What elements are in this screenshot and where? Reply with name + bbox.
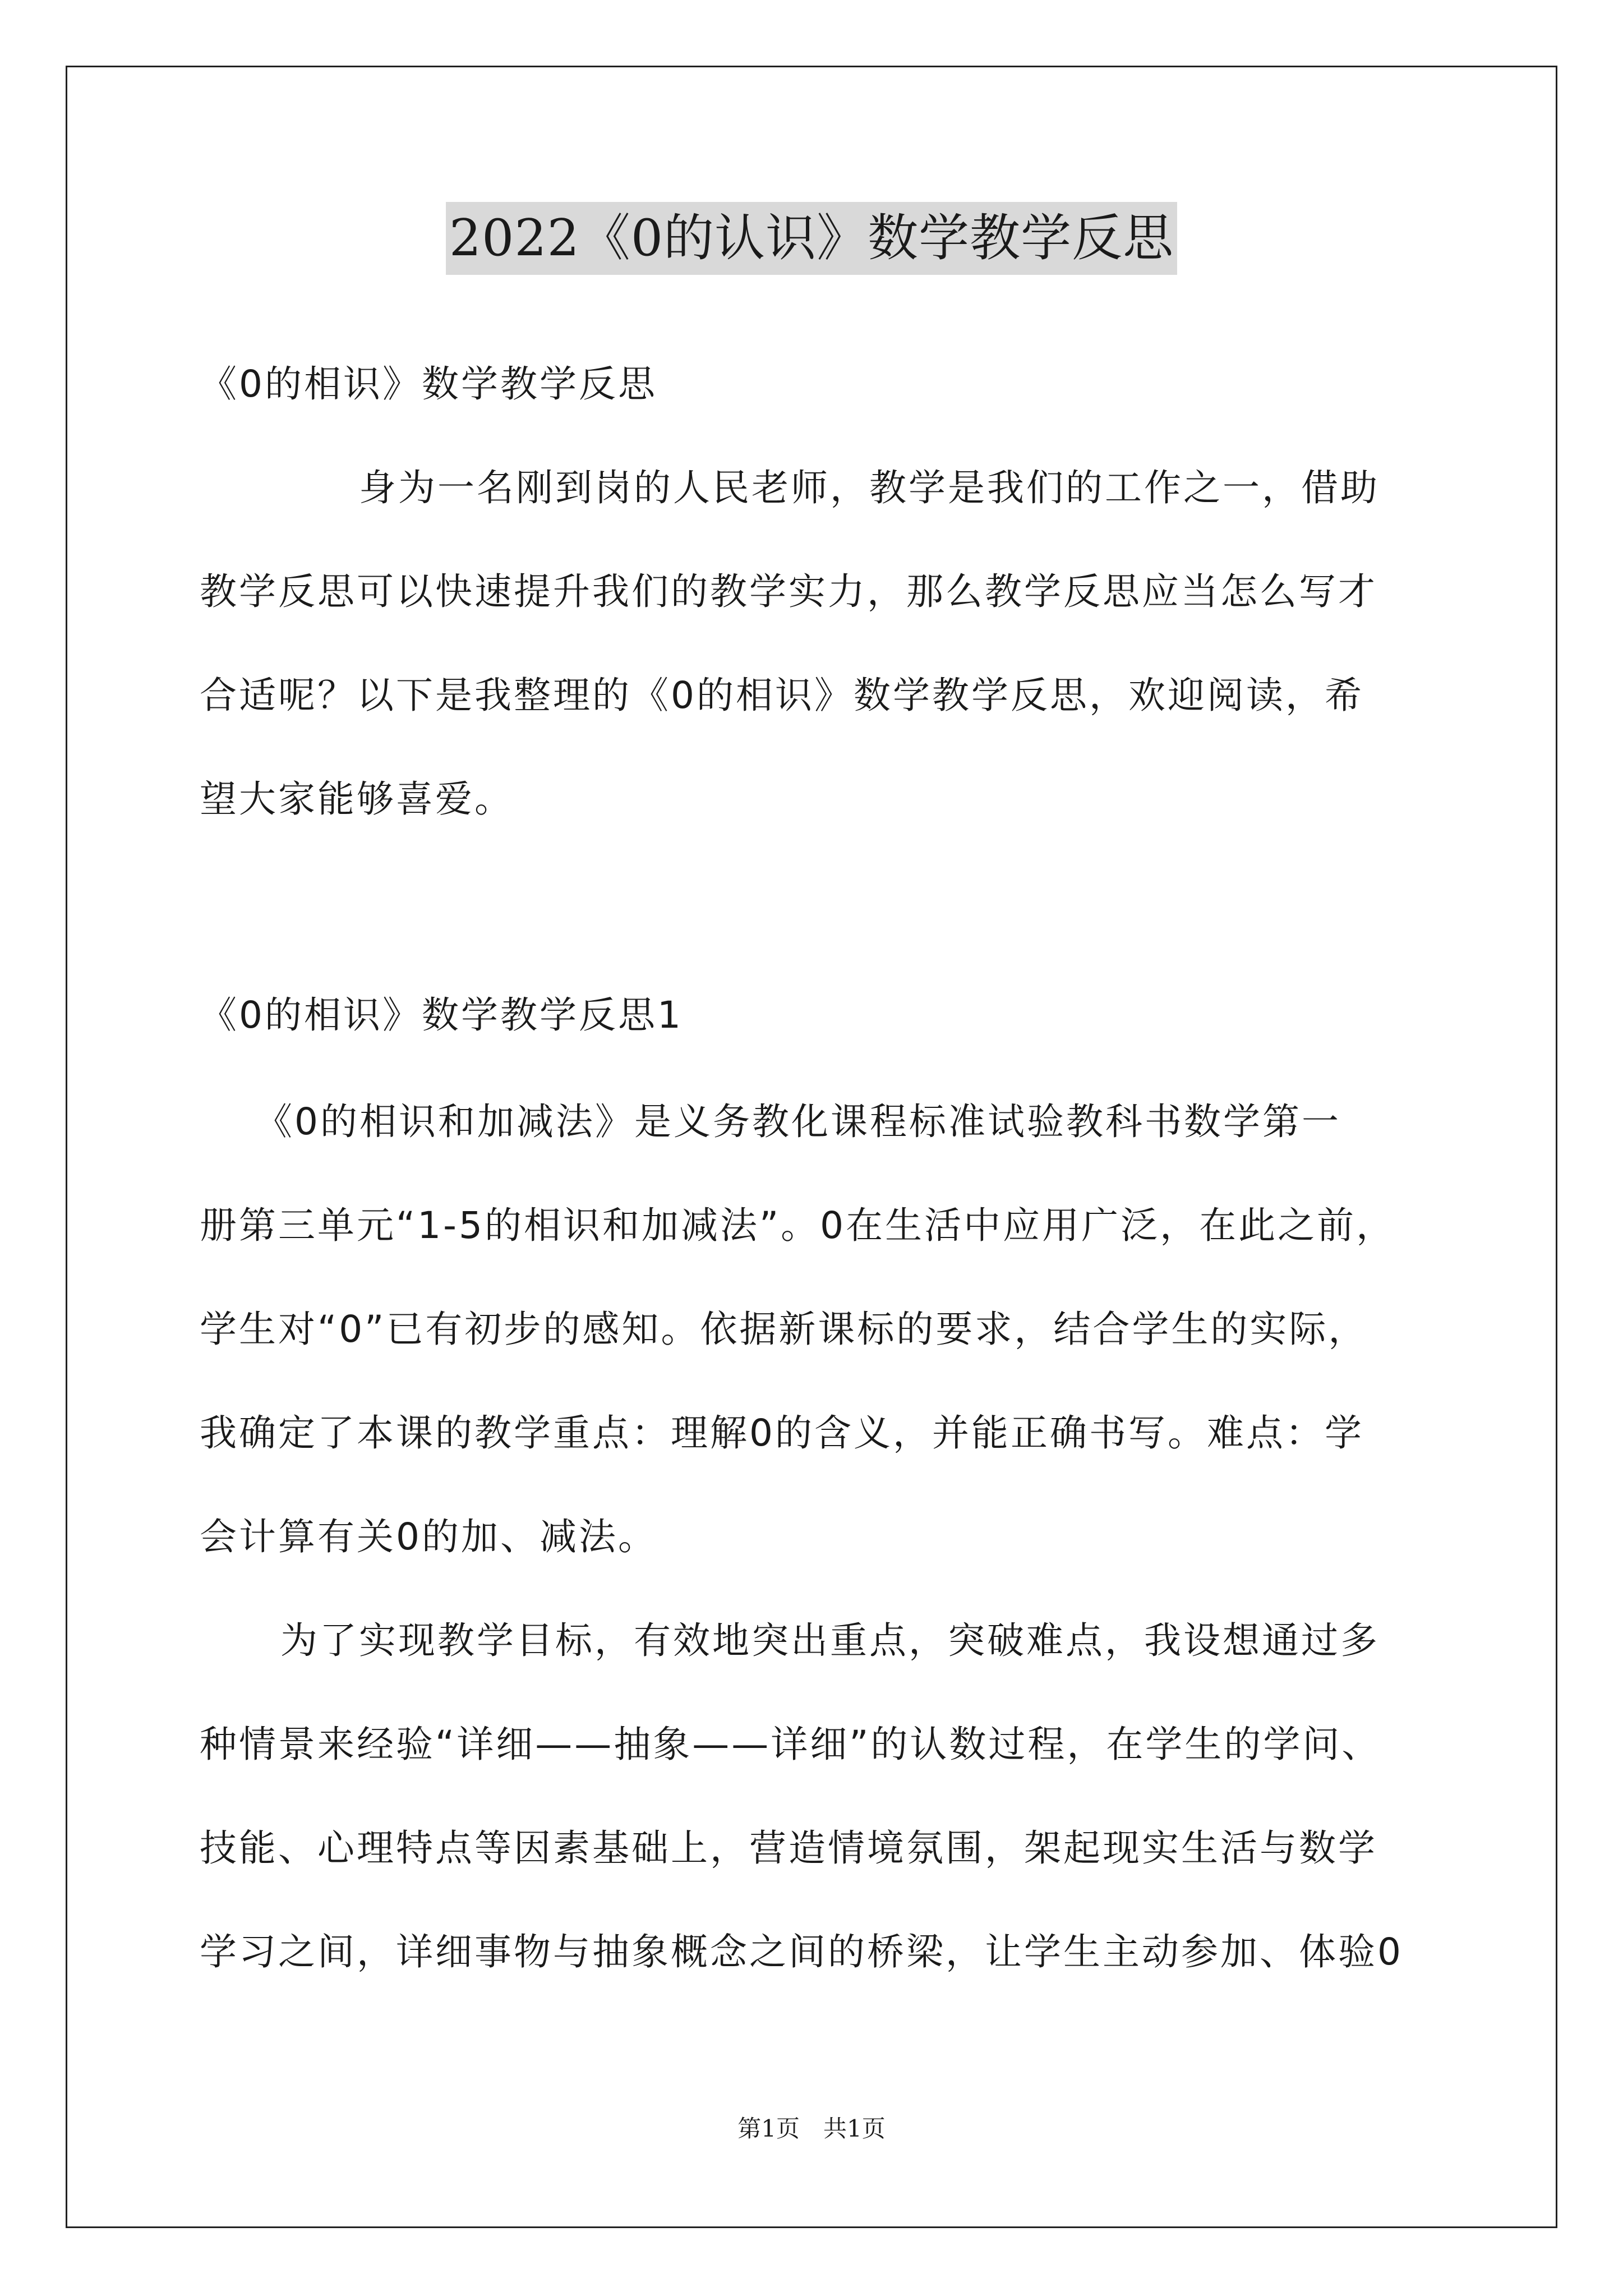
subtitle-line: 《0的相识》数学教学反思 [200, 362, 657, 406]
paragraph-line: 《0的相识和加减法》是义务教化课程标准试验教科书数学第一 [255, 1100, 1341, 1143]
paragraph-line: 教学反思可以快速提升我们的教学实力，那么教学反思应当怎么写才 [200, 570, 1377, 613]
section-heading: 《0的相识》数学教学反思1 [200, 993, 683, 1037]
paragraph-line: 合适呢？以下是我整理的《0的相识》数学教学反思，欢迎阅读，希 [200, 674, 1364, 717]
paragraph-line: 技能、心理特点等因素基础上，营造情境氛围，架起现实生活与数学 [200, 1826, 1377, 1870]
title-wrap [0, 202, 1623, 275]
document-title: 2022《0的认识》数学教学反思 [446, 202, 1177, 275]
paragraph-line: 学习之间，详细事物与抽象概念之间的桥梁，让学生主动参加、体验0 [200, 1930, 1403, 1973]
paragraph-line: 册第三单元“1-5的相识和加减法”。0在生活中应用广泛，在此之前， [200, 1204, 1396, 1247]
paragraph-line: 望大家能够喜爱。 [200, 777, 514, 821]
paragraph-line: 为了实现教学目标，有效地突出重点，突破难点，我设想通过多 [280, 1619, 1380, 1662]
paragraph-line: 会计算有关0的加、减法。 [200, 1515, 657, 1558]
page-footer: 第1页 共1页 [737, 2115, 886, 2142]
paragraph-line: 我确定了本课的教学重点：理解0的含义，并能正确书写。难点：学 [200, 1411, 1364, 1455]
paragraph-line: 学生对“0”已有初步的感知。依据新课标的要求，结合学生的实际， [200, 1308, 1368, 1351]
paragraph-line: 种情景来经验“详细——抽象——详细”的认数过程，在学生的学问、 [200, 1723, 1381, 1766]
paragraph-line: 身为一名刚到岗的人民老师，教学是我们的工作之一，借助 [359, 466, 1380, 509]
